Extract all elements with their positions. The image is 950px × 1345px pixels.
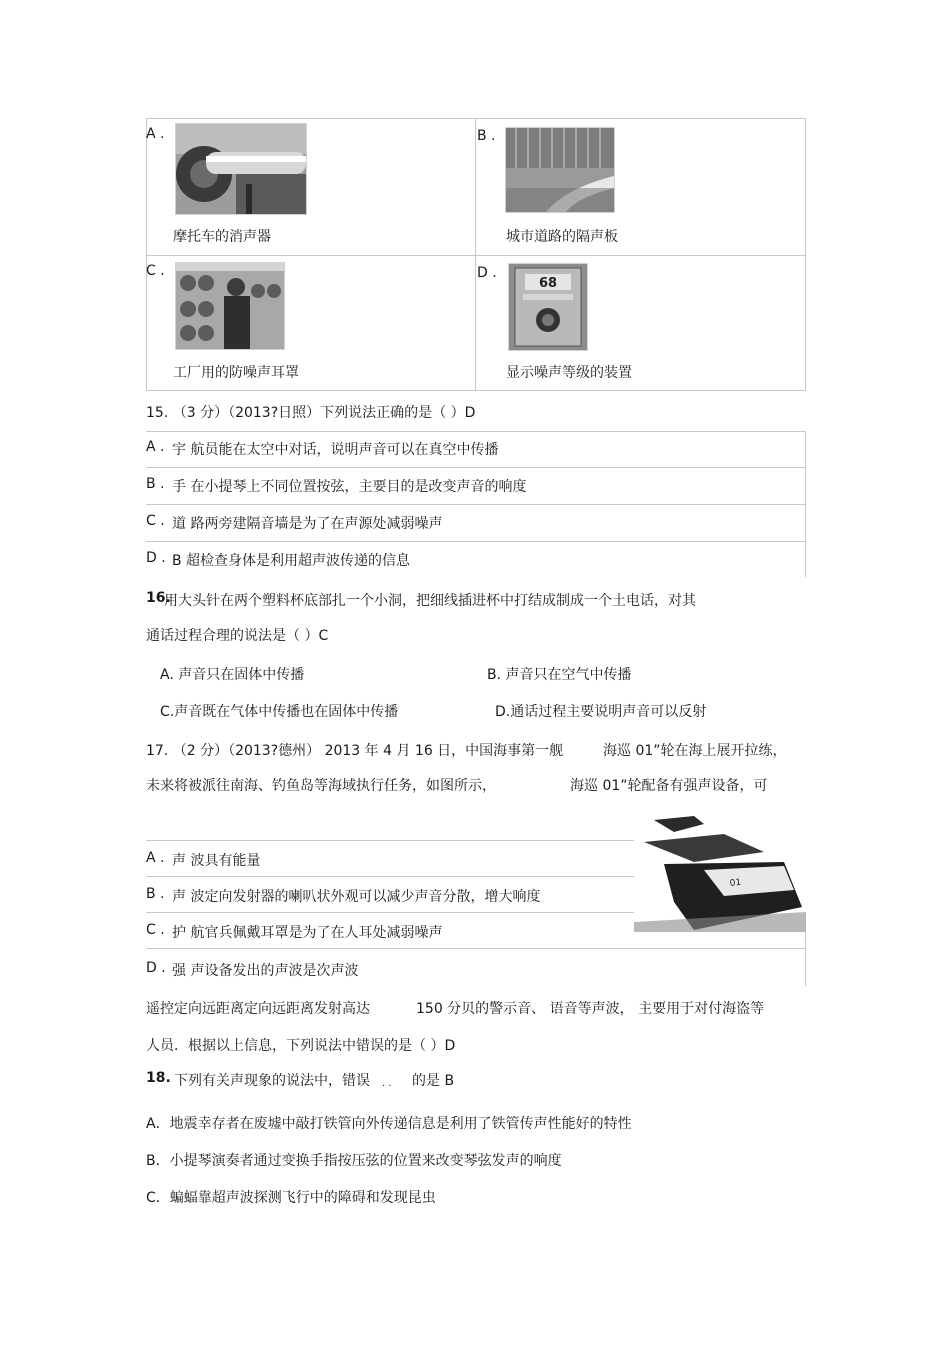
option-letter: B . (146, 476, 165, 492)
question-stem: 的是 B (412, 1073, 455, 1089)
factory-earmuff-photo (175, 262, 285, 350)
question-stem-continued: 150 分贝的警示音、 语音等声波， 主要用于对付海盗等 (416, 1001, 765, 1017)
option-caption: 城市道路的隔声板 (506, 229, 618, 245)
question-stem: 15. （3 分）（2013?日照）下列说法正确的是（ ）D (146, 405, 476, 421)
option-text: 声 波定向发射器的喇叭状外观可以减少声音分散，增大响度 (172, 889, 541, 905)
question-stem: 17. （2 分）（2013?德州） 2013 年 4 月 16 日，中国海事第一舰 (146, 743, 564, 759)
question-number: 16. (146, 590, 171, 606)
option-letter: D . (146, 960, 166, 976)
grid-line (475, 118, 476, 390)
question-stem: 用大头针在两个塑料杯底部扎一个小洞，把细线插进杯中打结成制成一个土电话，对其 (164, 593, 696, 609)
emphasis-dots: . . (382, 1078, 392, 1089)
option-caption: 摩托车的消声器 (173, 229, 271, 245)
grid-line (146, 118, 147, 390)
option-text: 手 在小提琴上不同位置按弦，主要目的是改变声音的响度 (172, 479, 527, 495)
road-sound-barrier-photo (505, 127, 615, 213)
option-text: B 超检查身体是利用超声波传递的信息 (172, 553, 411, 569)
option-divider (146, 840, 636, 841)
q16-option-c[interactable]: C.声音既在气体中传播也在固体中传播 (160, 704, 399, 720)
option-letter: A . (146, 126, 165, 142)
grid-line (146, 118, 806, 119)
option-letter: A . (146, 439, 165, 455)
question-stem-continued: 遥控定向远距离定向远距离发射高达 (146, 1001, 370, 1017)
q16-option-d[interactable]: D.通话过程主要说明声音可以反射 (495, 704, 707, 720)
option-letter: B . (146, 886, 165, 902)
grid-line (805, 118, 806, 390)
option-letter: A . (146, 850, 165, 866)
question-number: 18. (146, 1070, 171, 1086)
option-divider (146, 912, 636, 913)
q18-option-b[interactable]: B．小提琴演奏者通过变换手指按压弦的位置来改变琴弦发声的响度 (146, 1153, 562, 1169)
display-reading: 68 (539, 276, 558, 291)
q16-option-b[interactable]: B. 声音只在空气中传播 (487, 667, 632, 683)
option-text: 护 航官兵佩戴耳罩是为了在人耳处减弱噪声 (172, 925, 443, 941)
option-text: 宇 航员能在太空中对话，说明声音可以在真空中传播 (172, 442, 499, 458)
option-letter: B . (477, 128, 496, 144)
q18-option-c[interactable]: C．蝙蝠靠超声波探测飞行中的障碍和发现昆虫 (146, 1190, 436, 1206)
q18-option-a[interactable]: A．地震幸存者在废墟中敲打铁管向外传递信息是利用了铁管传声性能好的特性 (146, 1116, 632, 1132)
grid-line (146, 390, 806, 391)
question-stem-continued: 人员．根据以上信息，下列说法中错误的是（ ）D (146, 1038, 456, 1054)
grid-line (146, 255, 806, 256)
option-letter: C . (146, 263, 165, 279)
option-divider (146, 467, 806, 468)
option-divider (805, 431, 806, 577)
question-stem: 未来将被派往南海、钓鱼岛等海域执行任务，如图所示， (146, 778, 496, 794)
svg-text:01: 01 (729, 877, 742, 889)
option-divider (805, 932, 806, 986)
motorcycle-muffler-photo (175, 123, 307, 215)
question-stem: 海巡 01”轮在海上展开拉练， (603, 743, 787, 759)
option-letter: D . (146, 550, 166, 566)
option-letter: C . (146, 513, 165, 529)
option-divider (146, 948, 806, 949)
option-divider (146, 504, 806, 505)
question-stem-continued: 通话过程合理的说法是（ ）C (146, 628, 329, 644)
option-caption: 工厂用的防噪声耳罩 (173, 365, 299, 381)
option-caption: 显示噪声等级的装置 (506, 365, 632, 381)
option-letter: D . (477, 265, 497, 281)
option-text: 强 声设备发出的声波是次声波 (172, 963, 359, 979)
option-divider (146, 431, 806, 432)
option-divider (146, 876, 636, 877)
option-letter: C . (146, 922, 165, 938)
noise-level-display-photo (508, 263, 588, 351)
option-divider (146, 541, 806, 542)
option-text: 声 波具有能量 (172, 853, 261, 869)
option-text: 道 路两旁建隔音墙是为了在声源处减弱噪声 (172, 516, 443, 532)
question-stem: 海巡 01”轮配备有强声设备，可 (570, 778, 768, 794)
question-stem: 下列有关声现象的说法中，错误 (174, 1073, 370, 1089)
patrol-ship-photo (634, 812, 806, 932)
q16-option-a[interactable]: A. 声音只在固体中传播 (160, 667, 305, 683)
